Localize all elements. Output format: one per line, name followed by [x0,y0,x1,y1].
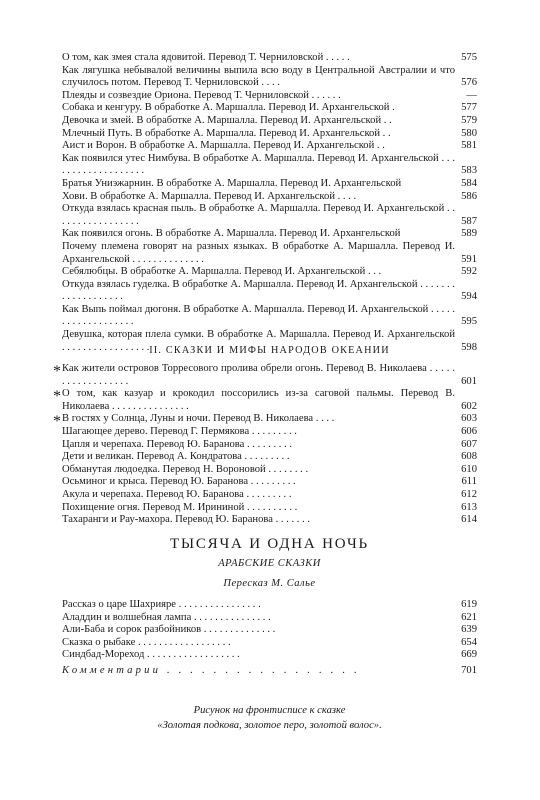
toc-entry [62,612,477,625]
toc-entry [62,464,477,477]
toc-entry-page: 603 [461,413,477,425]
toc-entry-title: Девушка, которая плела сумки. В обработке А. Маршалла. Перевод И. Архангельской . . . . . . . . . . . . . . . . . [62,329,455,353]
toc-entry-page: 654 [461,636,477,648]
toc-entry [62,489,477,502]
toc-entry-page: 669 [461,649,477,661]
toc-entry-title: Хови. В обработке А. Маршалла. Перевод И. Архангельской . . . . [62,190,357,202]
toc-entry-page: 606 [461,425,477,437]
toc-entry [62,514,477,527]
toc-entry-title: Как жители островов Торресового пролива обрели огонь. Перевод В. Николаева . . . . . . . . . . . . . . . . . . [62,363,455,387]
toc-entry-title: Синдбад-Мореход . . . . . . . . . . . . . . . . . . [62,649,240,661]
toc-entry-page: 577 [461,102,477,114]
toc-entry-page: 621 [461,611,477,623]
toc-entry [62,599,477,612]
toc-entry-page: 639 [461,624,477,636]
toc-entry-title: Откуда взялась красная пыль. В обработке А. Маршалла. Перевод И. Архангельской . . . . . . . . . . . . . . . . . [62,203,455,227]
toc-entry [62,203,477,228]
toc-entry [62,228,477,241]
book-title: ТЫСЯЧА И ОДНА НОЧЬ [170,536,369,552]
toc-entry-page: 608 [461,451,477,463]
toc-entry-page: 613 [461,501,477,513]
toc-entry [62,140,477,153]
toc-entry-title: В гостях у Солнца, Луны и ночи. Перевод В. Николаева . . . . [62,413,335,425]
toc-entry-title: Как появился утес Нимбува. В обработке А. Маршалла. Перевод И. Архангельской . . . . . . . . . . . . . . . . . . . [62,152,455,177]
toc-entry-page: 586 [461,190,477,202]
toc-entry-page: 601 [461,375,477,387]
toc-entry [62,304,477,329]
toc-entry [62,178,477,191]
toc-entry-title: Аладдин и волшебная лампа . . . . . . . . . . . . . . . [62,611,271,623]
toc-entry-page: 598 [461,341,477,353]
toc-entry [53,388,477,413]
toc-entry-title: Почему племена говорят на разных языках. В обработке А. Маршалла. Перевод И. Архангельской . . . . . . . . . . . . . . [62,240,455,265]
caption-line-1: Рисунок на фронтисписе к сказке [193,705,346,716]
toc-entry-page: 610 [461,463,477,475]
new-translation-marker: * [53,363,61,380]
toc-entry [62,115,477,128]
toc-entry [62,451,477,464]
frontispiece-caption [62,703,477,733]
toc-entry-title: О том, как змея стала ядовитой. Перевод Т. Черниловской . . . . . [62,52,350,63]
toc-entry-title: Шагающее дерево. Перевод Г. Пермякова . . . . . . . . . [62,425,297,437]
toc-entry [62,637,477,650]
toc-entry-title: Похищение огня. Перевод М. Ирининой . . . . . . . . . . [62,501,298,513]
toc-entry-page: — [466,89,477,101]
toc-entry-title: Собака и кенгуру. В обработке А. Маршалла. Перевод И. Архангельской . [62,102,395,114]
toc-entry-page: 602 [461,400,477,412]
toc-entry [62,191,477,204]
toc-entry [62,624,477,637]
toc-entry [62,241,477,266]
toc-entry-title: Девочка и змей. В обработке А. Маршалла. Перевод И. Архангельской . . [62,114,392,126]
toc-entry-title: Как появился огонь. В обработке А. Маршалла. Перевод И. Архангельской [62,228,401,240]
toc-entry-page: 583 [461,165,477,177]
toc-entry-title: Акула и черепаха. Перевод Ю. Баранова . . . . . . . . . [62,488,292,500]
toc-entry [62,476,477,489]
toc-entry-title: Как лягушка небывалой величины выпила всю воду в Центральной Австралии и что случилось потом. Перевод Т. Черниловской . . . . [62,64,455,89]
toc-block-arabian [62,599,477,662]
toc-entry-page: 619 [461,599,477,610]
toc-entry [62,52,477,65]
toc-entry [62,90,477,103]
toc-comments-row [62,665,477,676]
toc-entry-page: 576 [461,77,477,89]
toc-entry [62,153,477,178]
book-subtitle: АРАБСКИЕ СКАЗКИ [218,558,321,569]
toc-entry-title: Дети и великан. Перевод А. Кондратова . . . . . . . . . [62,451,290,463]
toc-entry-title: Обманутая людоедка. Перевод Н. Вороновой . . . . . . . . [62,463,309,475]
toc-entry-title: Тахаранги и Рау-махора. Перевод Ю. Баранова . . . . . . . [62,514,311,526]
toc-entry-title: Али-Баба и сорок разбойников . . . . . . . . . . . . . . [62,624,276,636]
toc-entry-title: Себялюбцы. В обработке А. Маршалла. Перевод И. Архангельской . . . [62,266,382,278]
caption-line-2: «Золотая подкова, золотое перо, золотой волос». [157,720,382,731]
toc-entry-title: Осьминог и крыса. Перевод Ю. Баранова . . . . . . . . . [62,476,296,488]
toc-entry-page: 592 [461,266,477,278]
new-translation-marker: * [53,388,61,406]
new-translation-marker: * [53,413,61,431]
toc-entry [62,649,477,662]
toc-entry [62,439,477,452]
toc-entry-page: 575 [461,52,477,63]
toc-entry [62,426,477,439]
toc-entry [62,102,477,115]
toc-entry-title: Млечный Путь. В обработке А. Маршалла. Перевод И. Архангельской . . [62,127,391,139]
toc-entry-page: 587 [461,215,477,227]
toc-entry-page: 591 [461,253,477,265]
toc-entry-page: 611 [461,476,477,488]
toc-entry [62,502,477,515]
toc-entry [53,363,477,388]
toc-entry-title: Сказка о рыбаке . . . . . . . . . . . . . . . . . . [62,636,231,648]
toc-entry [62,266,477,279]
toc-entry-page: 584 [461,177,477,189]
toc-entry-title: Рассказ о царе Шахрияре . . . . . . . . . . . . . . . . [62,599,261,610]
toc-block-oceania [53,363,477,527]
section-title-oceania: II. СКАЗКИ И МИФЫ НАРОДОВ ОКЕАНИИ [149,345,390,356]
toc-entry-title: Плеяды и созвездие Ориона. Перевод Т. Черниловской . . . . . . [62,89,341,101]
toc-entry-title: Откуда взялась гуделка. В обработке А. Маршалла. Перевод И. Архангельской . . . . . . . . . . . . . . . . . . . [62,278,455,303]
toc-entry-page: 614 [461,514,477,526]
toc-entry-title: Цапля и черепаха. Перевод Ю. Баранова . . . . . . . . . [62,438,293,450]
toc-entry-page: 607 [461,438,477,450]
toc-entry [62,128,477,141]
toc-entry-title: О том, как казуар и крокодил поссорились из-за саговой пальмы. Перевод В. Николаева . . . . . . . . . . . . . . . [62,388,455,412]
toc-entry-page: 595 [461,316,477,328]
retelling-credit: Пересказ М. Салье [223,578,316,589]
toc-entry-title: Как Выпь поймал дюгоня. В обработке А. Маршалла. Перевод И. Архангельской . . . . . . . . . . . . . . . . . . . [62,303,455,328]
toc-entry-title: Братья Униэжарнин. В обработке А. Маршалла. Перевод И. Архангельской [62,177,402,189]
toc-block-australia [62,52,477,354]
comments-page: 701 [461,665,477,676]
toc-entry-title: Аист и Ворон. В обработке А. Маршалла. Перевод И. Архангельской . . [62,140,385,152]
toc-entry [62,65,477,90]
toc-entry-page: 580 [461,127,477,139]
toc-entry-page: 594 [461,291,477,303]
toc-entry-page: 612 [461,488,477,500]
toc-entry-page: 589 [461,228,477,240]
toc-entry-page: 579 [461,114,477,126]
toc-entry [62,279,477,304]
toc-entry-page: 581 [461,140,477,152]
comments-label: Комментарии . . . . . . . . . . . . . . . . . [62,665,361,676]
